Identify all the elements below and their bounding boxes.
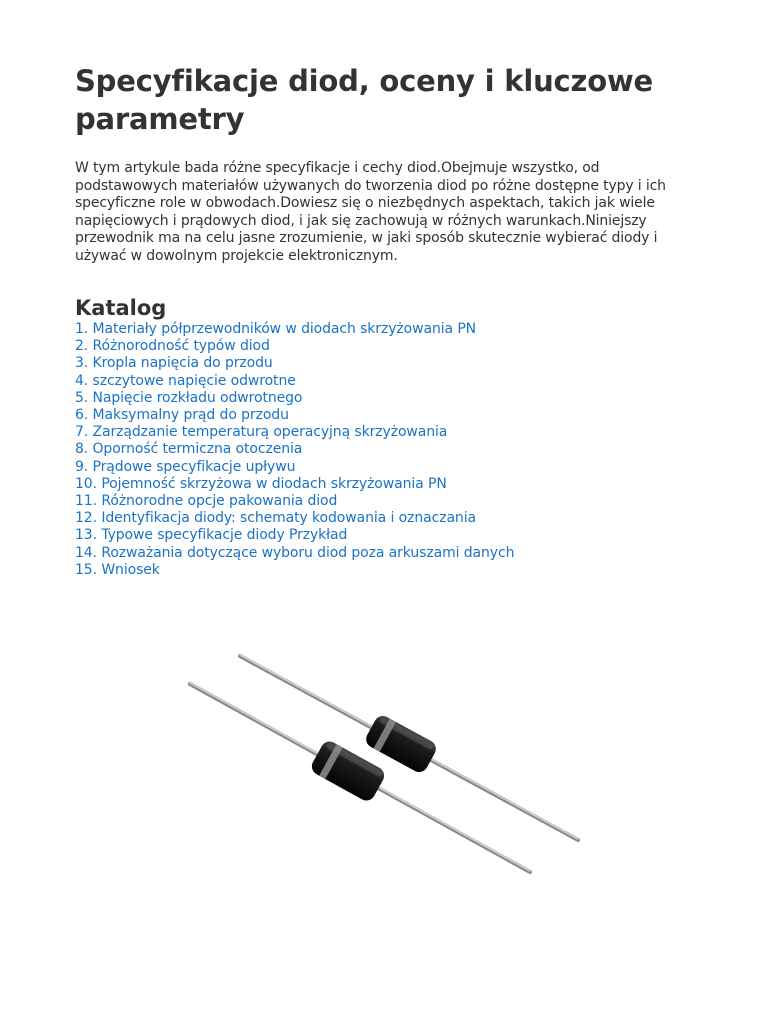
catalog-item <box>75 355 695 372</box>
catalog-link-15[interactable]: 15. Wniosek <box>75 561 160 578</box>
catalog-link-5[interactable]: 5. Napięcie rozkładu odwrotnego <box>75 389 303 406</box>
intro-paragraph: W tym artykule bada różne specyfikacje i cechy diod.Obejmuje wszystko, od podstawowych materiałów używanych do tworzenia diod po różne dostępne typy i ich specyficzne role w obwodach.Dowiesz się o niezbędnych aspektach, takich jak wiele napięciowych i prądowych diod, i jak się zachowują w różnych warunkach.Niniejszy przewodnik ma na celu jasne zrozumienie, w jaki sposób skutecznie wybierać diody i używać w dowolnym projekcie elektronicznym. <box>75 160 666 264</box>
diode-photo-icon <box>178 640 590 885</box>
catalog-link-8[interactable]: 8. Oporność termiczna otoczenia <box>75 441 303 458</box>
catalog-link-3[interactable]: 3. Kropla napięcia do przodu <box>75 355 273 372</box>
catalog-link-11[interactable]: 11. Różnorodne opcje pakowania diod <box>75 493 338 510</box>
article <box>75 62 695 579</box>
catalog-item <box>75 407 695 424</box>
catalog-link-9[interactable]: 9. Prądowe specyfikacje upływu <box>75 458 296 475</box>
catalog-item <box>75 373 695 390</box>
catalog-link-14[interactable]: 14. Rozważania dotyczące wyboru diod poza arkuszami danych <box>75 544 515 561</box>
catalog-link-7[interactable]: 7. Zarządzanie temperaturą operacyjną skrzyżowania <box>75 424 448 441</box>
catalog-link-6[interactable]: 6. Maksymalny prąd do przodu <box>75 407 289 424</box>
catalog-item <box>75 527 695 544</box>
catalog-item <box>75 338 695 355</box>
catalog-link-12[interactable]: 12. Identyfikacja diody: schematy kodowania i oznaczania <box>75 510 476 527</box>
catalog-item <box>75 390 695 407</box>
catalog-item <box>75 545 695 562</box>
catalog-link-13[interactable]: 13. Typowe specyfikacje diody Przykład <box>75 527 348 544</box>
catalog-link-2[interactable]: 2. Różnorodność typów diod <box>75 338 270 355</box>
diode-a <box>240 655 578 840</box>
catalog-link-4[interactable]: 4. szczytowe napięcie odwrotne <box>75 372 296 389</box>
page-title: Specyfikacje diod, oceny i kluczowe parametry <box>75 64 653 136</box>
catalog-heading: Katalog <box>75 296 167 320</box>
diode-figure <box>178 640 590 885</box>
catalog-item <box>75 441 695 458</box>
catalog-link-10[interactable]: 10. Pojemność skrzyżowa w diodach skrzyżowania PN <box>75 475 447 492</box>
catalog-item <box>75 321 695 338</box>
catalog-item <box>75 562 695 579</box>
catalog-item <box>75 510 695 527</box>
catalog-item <box>75 493 695 510</box>
diode-b <box>190 683 530 872</box>
catalog-item <box>75 424 695 441</box>
catalog-item <box>75 476 695 493</box>
catalog-link-1[interactable]: 1. Materiały półprzewodników w diodach skrzyżowania PN <box>75 321 477 337</box>
catalog-list <box>75 321 695 579</box>
catalog-item <box>75 459 695 476</box>
